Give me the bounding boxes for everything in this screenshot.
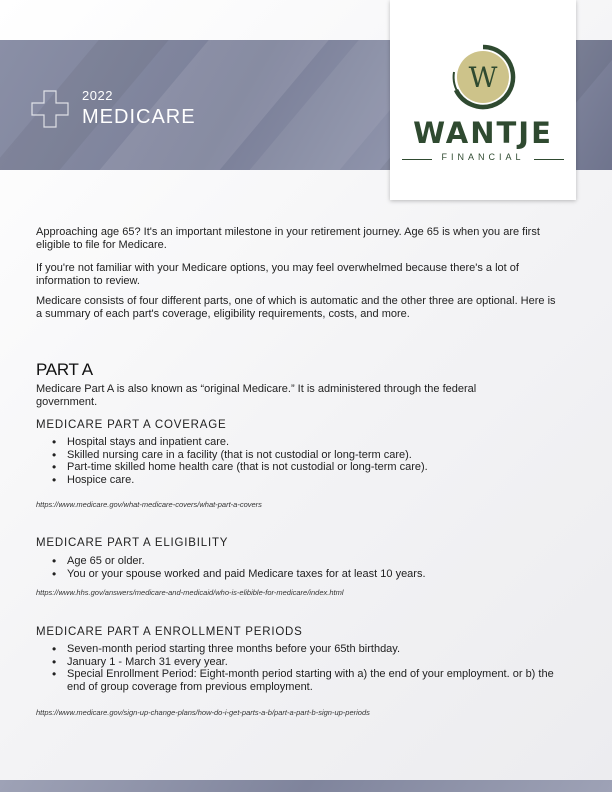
part-a-description	[36, 383, 526, 409]
eligibility-list	[48, 555, 564, 580]
enrollment-list	[48, 643, 564, 693]
footer-bar	[0, 780, 612, 792]
wantje-logo-icon	[448, 42, 518, 112]
header-year: 2022	[82, 88, 113, 103]
part-a-title: PART A	[36, 360, 93, 379]
coverage-source-link[interactable]: https://www.medicare.gov/what-medicare-covers/what-part-a-covers	[36, 500, 262, 509]
enrollment-heading: MEDICARE PART A ENROLLMENT PERIODS	[36, 626, 303, 638]
part-a-desc-text: Medicare Part A is also known as “original Medicare.” It is administered through the federal government.	[36, 383, 477, 408]
logo-subtitle: FINANCIAL	[441, 152, 525, 162]
medical-cross-icon	[31, 90, 69, 128]
intro-paragraph-1	[36, 226, 564, 252]
list-item: • You or your spouse worked and paid Medicare taxes for at least 10 years.	[48, 568, 564, 581]
eligibility-source-link[interactable]: https://www.hhs.gov/answers/medicare-and-medicaid/who-is-elibible-for-medicare/index.html	[36, 588, 344, 597]
intro-paragraph-3	[36, 295, 564, 321]
logo-wordmark: WANTJE	[413, 116, 553, 150]
coverage-list	[48, 436, 564, 486]
list-item: • Special Enrollment Period: Eight-month period starting with a) the end of your employment. or b) the end of group coverage from previous employment.	[48, 668, 564, 693]
list-item: • Hospital stays and inpatient care.	[48, 436, 564, 449]
svg-text:W: W	[468, 61, 498, 94]
intro-text: If you're not familiar with your Medicare options, you may feel overwhelmed because there's a lot of information to review.	[36, 262, 519, 287]
intro-paragraph-2	[36, 262, 564, 288]
logo-card	[390, 0, 576, 200]
list-item: • Part-time skilled home health care (that is not custodial or long-term care).	[48, 461, 564, 474]
eligibility-heading: MEDICARE PART A ELIGIBILITY	[36, 537, 229, 549]
list-item: • Skilled nursing care in a facility (that is not custodial or long-term care).	[48, 449, 564, 462]
logo-subtitle-row	[400, 152, 566, 166]
list-item: • Age 65 or older.	[48, 555, 564, 568]
intro-text: Approaching age 65? It's an important milestone in your retirement journey. Age 65 is when you are first eligible to file for Medicare.	[36, 226, 540, 251]
header-title: MEDICARE	[82, 106, 196, 128]
enrollment-source-link[interactable]: https://www.medicare.gov/sign-up-change-plans/how-do-i-get-parts-a-b/part-a-part-b-sign-up-periods	[36, 708, 370, 717]
list-item: • January 1 - March 31 every year.	[48, 656, 564, 669]
list-item: • Seven-month period starting three months before your 65th birthday.	[48, 643, 564, 656]
intro-text: Medicare consists of four different parts, one of which is automatic and the other three are optional. Here is a summary of each part's coverage, eligibility requirements, costs, and more.	[36, 295, 556, 320]
list-item: • Hospice care.	[48, 474, 564, 487]
coverage-heading: MEDICARE PART A COVERAGE	[36, 419, 227, 431]
